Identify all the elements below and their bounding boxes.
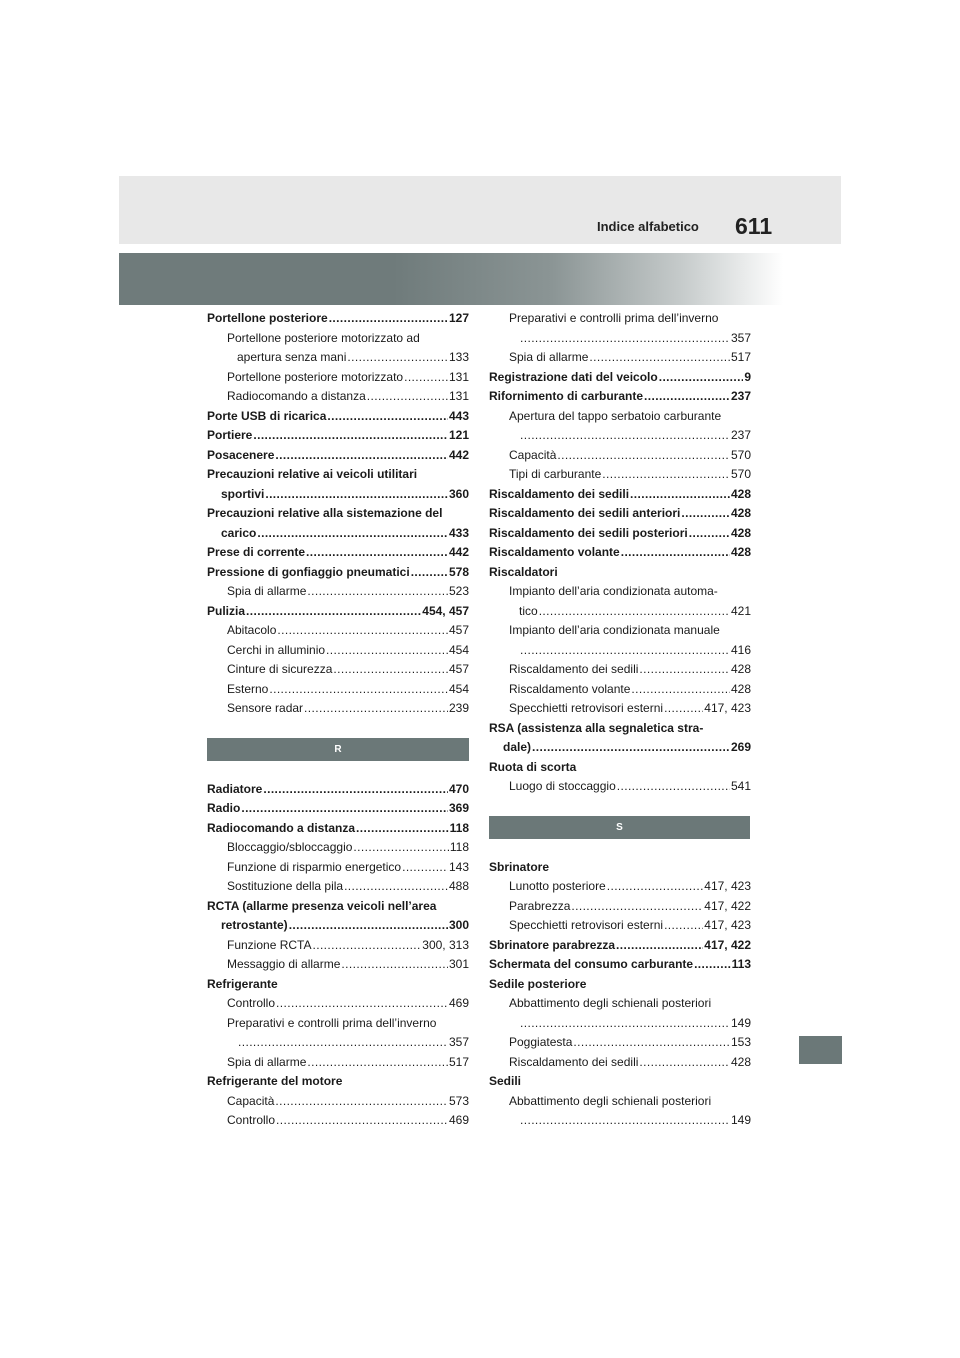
index-entry <box>207 780 469 800</box>
index-subentry <box>207 699 469 719</box>
entry-label: Riscaldamento dei sedili <box>509 662 639 676</box>
left-entries-b <box>207 780 469 1131</box>
entry-label: Portiere <box>207 428 253 442</box>
page-reference: 269 <box>730 740 751 754</box>
index-entry <box>207 407 469 427</box>
entry-label: Messaggio di allarme <box>227 957 341 971</box>
entry-label: Riscaldamento volante <box>489 545 620 559</box>
dot-leader <box>694 955 731 975</box>
index-subentry <box>207 368 469 388</box>
entry-label: Schermata del consumo carburante <box>489 957 694 971</box>
dot-leader <box>275 446 448 466</box>
page-reference: 239 <box>448 701 469 715</box>
index-heading: Sedili <box>489 1074 522 1088</box>
dot-leader <box>341 955 448 975</box>
page-reference: 433 <box>448 525 469 540</box>
left-entries-a <box>207 309 469 719</box>
entry-label: Riscaldamento dei sedili <box>509 1054 639 1069</box>
index-subentry <box>489 602 751 622</box>
entry-label: Specchietti retrovisori esterni <box>509 701 664 715</box>
index-subentry <box>489 1111 751 1131</box>
index-subentry <box>489 660 751 680</box>
page-reference: 300, 313 <box>422 937 469 952</box>
page-reference: 417, 423 <box>704 918 751 932</box>
right-entries-a <box>489 309 751 797</box>
index-heading: Precauzioni relative alla sistemazione del <box>207 506 443 520</box>
dot-leader <box>265 485 448 505</box>
dot-leader <box>289 916 448 936</box>
page-reference: 541 <box>730 779 751 793</box>
dot-leader <box>631 680 730 700</box>
entry-label: Riscaldamento volante <box>509 681 631 696</box>
index-subentry <box>207 994 469 1014</box>
index-heading: Refrigerante del motore <box>207 1074 343 1088</box>
dot-leader <box>312 936 421 956</box>
left-index-column <box>207 309 469 1131</box>
page-reference: 417, 423 <box>704 701 751 715</box>
dot-leader <box>404 368 448 388</box>
index-subentry <box>207 877 469 897</box>
index-subentry <box>207 838 469 858</box>
index-subentry <box>207 936 469 956</box>
page-reference: 428 <box>730 1054 751 1069</box>
page-reference: 118 <box>449 820 469 835</box>
dot-leader <box>532 738 730 758</box>
page-reference: 523 <box>448 584 469 598</box>
entry-label: Controllo <box>227 1113 276 1127</box>
page-reference: 153 <box>730 1035 751 1049</box>
dot-leader <box>607 877 704 897</box>
page-reference: 113 <box>731 957 751 971</box>
page-reference: 488 <box>448 879 469 893</box>
dot-leader <box>639 1053 730 1073</box>
index-entry <box>489 524 751 544</box>
dot-leader <box>333 660 448 680</box>
index-subentry <box>207 348 469 368</box>
dot-leader <box>241 799 448 819</box>
page-reference: 357 <box>730 330 751 345</box>
header-band <box>119 176 841 244</box>
page-reference: 143 <box>448 859 469 874</box>
dot-leader <box>664 699 703 719</box>
index-entry <box>207 426 469 446</box>
dot-leader <box>307 1053 448 1073</box>
dot-leader <box>275 1092 448 1112</box>
section-header-s: S <box>489 816 750 839</box>
index-subentry <box>489 1014 751 1034</box>
page-reference: 578 <box>448 564 469 579</box>
entry-label: Portellone posteriore motorizzato <box>227 369 404 384</box>
entry-label: Capacità <box>227 1093 275 1108</box>
dot-leader <box>329 309 448 329</box>
entry-label: dale) <box>503 740 532 754</box>
entry-label: retrostante) <box>221 918 288 932</box>
index-subentry <box>207 1053 469 1073</box>
entry-label: Funzione di risparmio energetico <box>227 859 402 874</box>
page-number: 611 <box>735 213 773 239</box>
entry-label: Esterno <box>227 681 269 696</box>
index-entry <box>489 936 751 956</box>
index-subentry <box>207 680 469 700</box>
dot-leader <box>326 641 448 661</box>
dot-leader <box>246 602 421 622</box>
entry-label: carico <box>221 525 257 540</box>
page-reference: 300 <box>448 918 469 932</box>
dot-leader <box>344 877 448 897</box>
entry-label: sportivi <box>221 486 265 501</box>
running-header-title: Indice alfabetico <box>597 219 699 234</box>
index-entry <box>489 504 751 524</box>
dot-leader <box>276 1111 448 1131</box>
index-heading: Precauzioni relative ai veicoli utilitari <box>207 467 418 481</box>
index-heading: Sedile posteriore <box>489 976 587 991</box>
index-subentry <box>207 387 469 407</box>
entry-label: Lunotto posteriore <box>509 879 606 893</box>
dot-leader <box>402 858 448 878</box>
entry-label: Cerchi in alluminio <box>227 642 326 657</box>
dot-leader <box>520 641 730 661</box>
page-reference: 454 <box>448 642 469 657</box>
entry-label: Sostituzione della pila <box>227 879 344 893</box>
index-subentry <box>207 582 469 602</box>
dot-leader <box>621 543 730 563</box>
dot-leader <box>520 426 730 446</box>
dot-leader <box>602 465 730 485</box>
page-reference: 417, 422 <box>704 898 751 913</box>
dot-leader <box>571 897 703 917</box>
entry-label: Radiocomando a distanza <box>207 820 356 835</box>
right-entries-b <box>489 858 751 1131</box>
index-entry <box>207 916 469 936</box>
page-reference: 443 <box>448 408 469 423</box>
entry-label: Pressione di gonfiaggio pneumatici <box>207 564 410 579</box>
dot-leader <box>347 348 448 368</box>
page-reference: 570 <box>730 467 751 481</box>
index-subentry <box>207 1092 469 1112</box>
header-gradient-bar <box>119 253 841 305</box>
entry-label: Radiocomando a distanza <box>227 389 366 403</box>
index-subentry <box>489 446 751 466</box>
page-reference: 517 <box>730 350 751 364</box>
dot-leader <box>557 446 730 466</box>
page-reference: 428 <box>730 681 751 696</box>
dot-leader <box>263 780 448 800</box>
index-entry <box>207 524 469 544</box>
page-reference: 369 <box>448 801 469 815</box>
index-subentry: Impianto dell’aria condizionata manuale <box>509 623 720 637</box>
index-subentry <box>207 1111 469 1131</box>
entry-label: Porte USB di ricarica <box>207 408 327 423</box>
entry-label: Poggiatesta <box>509 1035 573 1049</box>
dot-leader <box>304 699 448 719</box>
index-subentry <box>489 329 751 349</box>
entry-label: Abitacolo <box>227 623 277 637</box>
dot-leader <box>253 426 448 446</box>
index-entry <box>207 446 469 466</box>
index-subentry <box>207 955 469 975</box>
index-entry <box>207 309 469 329</box>
page-reference: 454 <box>448 681 469 696</box>
index-subentry: Preparativi e controlli prima dell’inverno <box>227 1015 437 1030</box>
index-subentry <box>489 699 751 719</box>
page-reference: 118 <box>449 840 469 854</box>
index-entry <box>489 387 751 407</box>
page-reference: 237 <box>730 428 751 442</box>
index-heading: Riscaldatori <box>489 564 558 579</box>
entry-label: Riscaldamento dei sedili anteriori <box>489 506 681 520</box>
page-reference: 149 <box>730 1015 751 1030</box>
index-subentry: Portellone posteriore motorizzato ad <box>227 330 420 345</box>
index-subentry: Abbattimento degli schienali posteriori <box>509 1093 712 1108</box>
index-subentry <box>489 877 751 897</box>
index-subentry <box>207 660 469 680</box>
index-heading: Sbrinatore <box>489 859 550 874</box>
index-subentry <box>489 426 751 446</box>
entry-label: Parabrezza <box>509 898 571 913</box>
index-subentry <box>489 680 751 700</box>
dot-leader <box>630 485 730 505</box>
dot-leader <box>277 621 448 641</box>
page-reference: 131 <box>448 369 469 384</box>
entry-label: Posacenere <box>207 447 275 462</box>
dot-leader <box>353 838 448 858</box>
dot-leader <box>573 1033 730 1053</box>
index-subentry <box>207 858 469 878</box>
entry-label: Sensore radar <box>227 701 304 715</box>
dot-leader <box>269 680 448 700</box>
dot-leader <box>276 994 448 1014</box>
entry-label: Capacità <box>509 447 557 462</box>
index-subentry <box>489 348 751 368</box>
index-subentry: Apertura del tappo serbatoio carburante <box>509 408 722 423</box>
index-subentry <box>489 1053 751 1073</box>
page-reference: 428 <box>730 545 751 559</box>
index-subentry: Preparativi e controlli prima dell’inverno <box>509 311 719 325</box>
entry-label: Prese di corrente <box>207 545 306 559</box>
index-subentry <box>489 897 751 917</box>
page-reference: 149 <box>730 1113 751 1127</box>
entry-label: Sbrinatore parabrezza <box>489 937 616 952</box>
index-entry <box>489 368 751 388</box>
entry-label: Pulizia <box>207 603 246 618</box>
dot-leader <box>411 563 448 583</box>
index-subentry: Abbattimento degli schienali posteriori <box>509 996 712 1010</box>
index-entry <box>207 799 469 819</box>
page-reference: 517 <box>448 1054 469 1069</box>
page-reference: 428 <box>730 486 751 501</box>
dot-leader <box>307 582 448 602</box>
entry-label: Radiatore <box>207 781 263 796</box>
page-reference: 469 <box>448 1113 469 1127</box>
entry-label: Cinture di sicurezza <box>227 662 333 676</box>
entry-label: tico <box>519 603 538 618</box>
page-reference: 428 <box>730 506 751 520</box>
page-reference: 131 <box>448 389 469 403</box>
entry-label: Specchietti retrovisori esterni <box>509 918 664 932</box>
dot-leader <box>238 1033 448 1053</box>
entry-label: Spia di allarme <box>227 584 307 598</box>
entry-label: Portellone posteriore <box>207 311 328 325</box>
page-reference: 457 <box>448 623 469 637</box>
dot-leader <box>659 368 744 388</box>
page-reference: 421 <box>730 603 751 618</box>
dot-leader <box>520 1111 730 1131</box>
page-reference: 9 <box>744 369 751 384</box>
entry-label: Spia di allarme <box>509 350 589 364</box>
index-subentry <box>489 465 751 485</box>
chapter-tab-marker <box>799 1036 842 1064</box>
page-reference: 457 <box>448 662 469 676</box>
page-reference: 237 <box>730 389 751 403</box>
entry-label: Funzione RCTA <box>227 937 312 952</box>
dot-leader <box>306 543 448 563</box>
index-heading: Ruota di scorta <box>489 759 577 774</box>
entry-label: Registrazione dati del veicolo <box>489 369 658 384</box>
entry-label: Spia di allarme <box>227 1054 307 1069</box>
index-entry <box>207 485 469 505</box>
index-subentry <box>489 777 751 797</box>
page-reference: 133 <box>448 350 469 364</box>
index-entry <box>489 955 751 975</box>
index-heading: RSA (assistenza alla segnaletica stra- <box>489 720 704 735</box>
page-reference: 470 <box>448 781 469 796</box>
index-entry <box>489 543 751 563</box>
page-reference: 357 <box>448 1035 469 1049</box>
entry-label: Bloccaggio/sbloccaggio <box>227 840 353 854</box>
index-entry <box>489 738 751 758</box>
page-reference: 573 <box>448 1093 469 1108</box>
dot-leader <box>257 524 448 544</box>
dot-leader <box>367 387 448 407</box>
page-reference: 301 <box>448 957 469 971</box>
page-reference: 442 <box>448 447 469 462</box>
page-reference: 127 <box>448 311 469 325</box>
index-subentry <box>489 916 751 936</box>
index-subentry: Impianto dell’aria condizionata automa- <box>509 584 718 598</box>
index-subentry <box>207 1033 469 1053</box>
index-subentry <box>207 641 469 661</box>
entry-label: Luogo di stoccaggio <box>509 779 616 793</box>
dot-leader <box>664 916 703 936</box>
entry-label: Rifornimento di carburante <box>489 389 644 403</box>
index-subentry <box>207 621 469 641</box>
dot-leader <box>539 602 730 622</box>
dot-leader <box>617 777 730 797</box>
entry-label: Radio <box>207 801 241 815</box>
page-reference: 417, 422 <box>704 937 751 952</box>
page-reference: 570 <box>730 447 751 462</box>
dot-leader <box>520 329 730 349</box>
index-entry <box>207 819 469 839</box>
index-entry <box>207 563 469 583</box>
dot-leader <box>356 819 449 839</box>
page-reference: 428 <box>730 662 751 676</box>
page-reference: 416 <box>730 642 751 657</box>
entry-label: Riscaldamento dei sedili posteriori <box>489 525 688 540</box>
index-entry <box>489 485 751 505</box>
dot-leader <box>327 407 448 427</box>
index-heading: Refrigerante <box>207 976 278 991</box>
index-heading: RCTA (allarme presenza veicoli nell’area <box>207 898 437 913</box>
right-index-column <box>489 309 751 1131</box>
dot-leader <box>681 504 730 524</box>
page-reference: 360 <box>448 486 469 501</box>
dot-leader <box>644 387 730 407</box>
section-header-r: R <box>207 738 469 761</box>
index-entry <box>207 602 469 622</box>
page-reference: 428 <box>730 525 751 540</box>
entry-label: apertura senza mani <box>237 350 347 364</box>
page-reference: 442 <box>448 545 469 559</box>
dot-leader <box>639 660 730 680</box>
entry-label: Tipi di carburante <box>509 467 602 481</box>
page-reference: 417, 423 <box>704 879 751 893</box>
dot-leader <box>520 1014 730 1034</box>
page-reference: 454, 457 <box>422 603 469 618</box>
index-subentry <box>489 641 751 661</box>
entry-label: Controllo <box>227 996 276 1010</box>
dot-leader <box>689 524 730 544</box>
page-reference: 469 <box>448 996 469 1010</box>
dot-leader <box>589 348 730 368</box>
entry-label: Riscaldamento dei sedili <box>489 486 630 501</box>
page-reference: 121 <box>448 428 469 442</box>
index-entry <box>207 543 469 563</box>
index-subentry <box>489 1033 751 1053</box>
dot-leader <box>616 936 703 956</box>
